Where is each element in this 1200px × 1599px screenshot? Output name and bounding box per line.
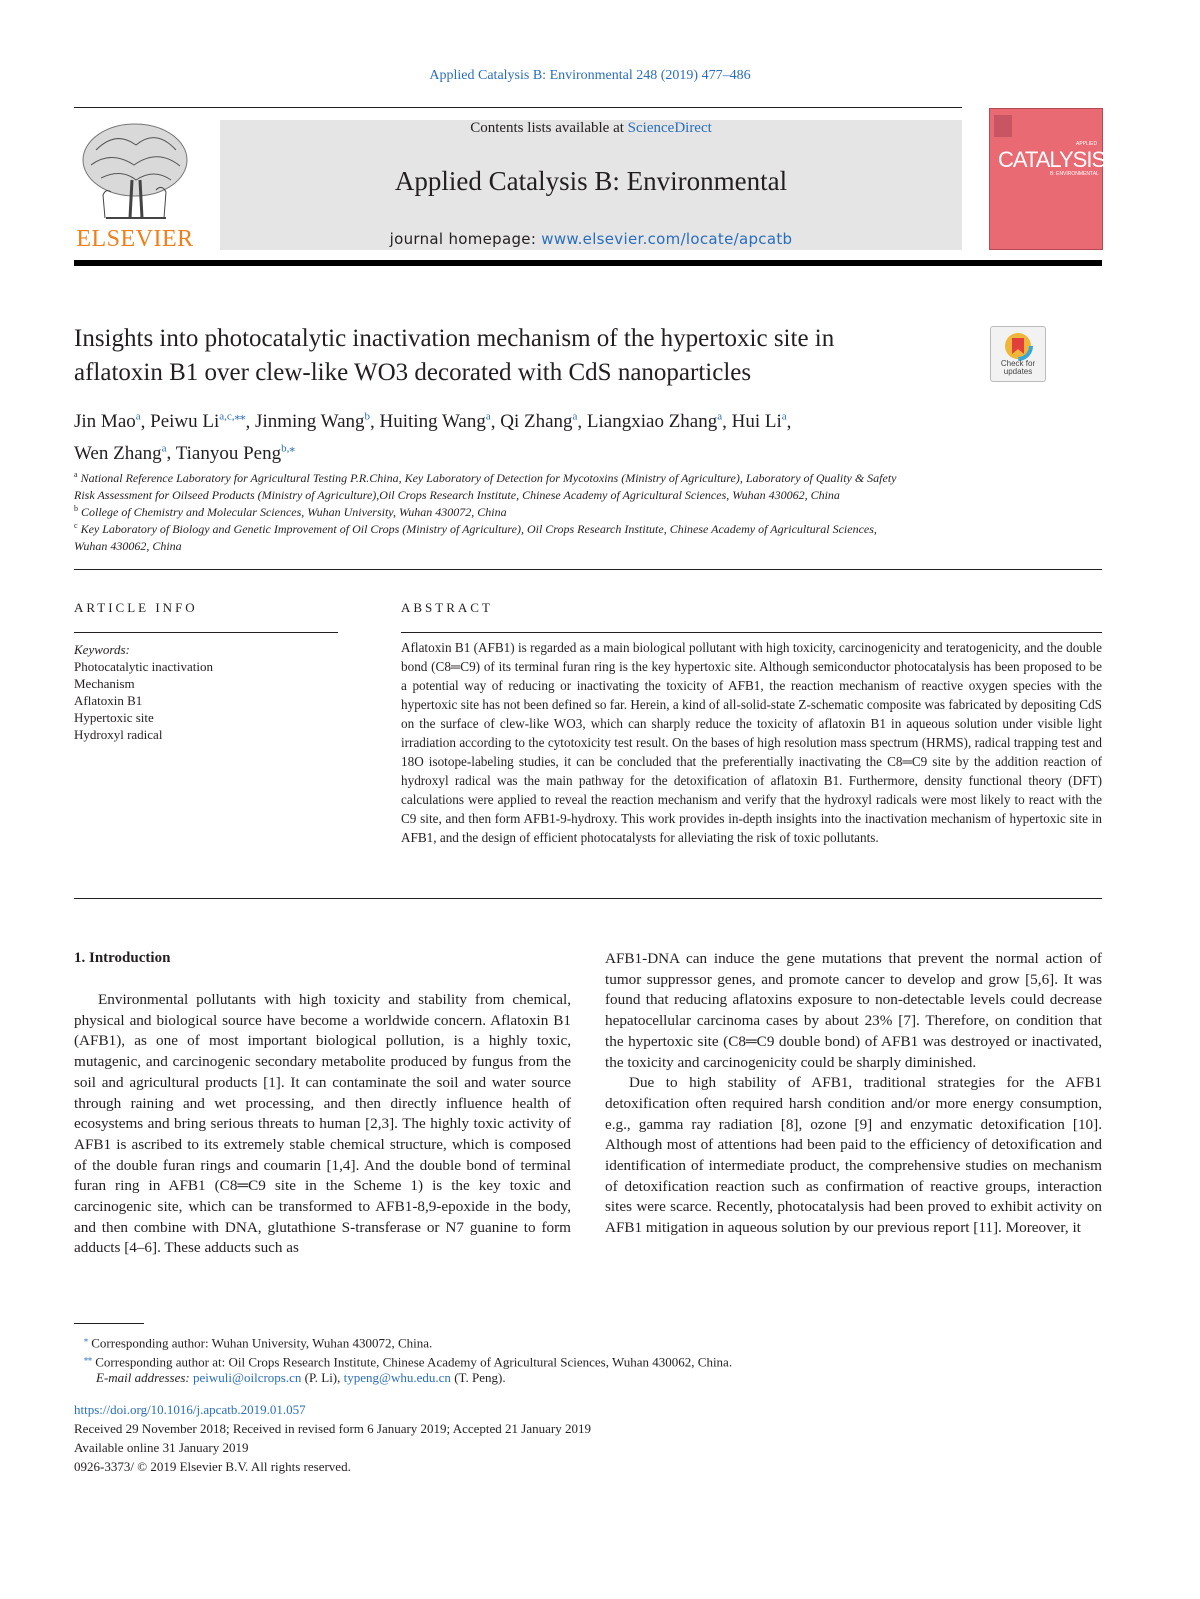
contents-prefix: Contents lists available at: [470, 120, 628, 136]
email-addresses: E-mail addresses: peiwuli@oilcrops.cn (P. Li), typeng@whu.edu.cn (T. Peng).: [96, 1370, 506, 1385]
author-list: Jin Mao$^a$, Peiwu $Li^{a,c,⁎⁎}$, Jinming Wang$^b$, Huiting Wang$^a$, Qi Zhang$^a$, Liangxiao Zhang$^a$, Hui Li$^a$, Wen Zhang$^a$, Tianyou Peng$^{b,⁎}$: [74, 411, 792, 464]
section-rule: [74, 569, 1102, 570]
abstract-rule: [401, 632, 1102, 633]
sciencedirect-link[interactable]: ScienceDirect: [627, 120, 712, 136]
intro-heading: 1. Introduction: [74, 950, 171, 966]
footnote-corr-2: ⁎⁎ Corresponding author at: Oil Crops Research Institute, Chinese Academy of Agricultural Sciences, Wuhan 430062, China.: [84, 1354, 733, 1370]
keyword: Photocatalytic inactivation: [74, 659, 213, 674]
journal-title: Applied Catalysis B: Environmental: [394, 166, 788, 196]
abstract-bottom-rule: [74, 898, 1102, 899]
intro-paragraph: Environmental pollutants with high toxicity and stability from chemical, physical and biological source have become a worldwide concern. Aflatoxin B1 (AFB1), as one of most important biological pollution, is a highly toxic, mutagenic, and carcinogenic secondary metabolite produced by fungus from the soil and agricultural products [1]. It can contaminate the soil and water source through raining and wet processing, and then directly influence health of ecosystems and bring serious threats to human [2,3]. The highly toxic activity of AFB1 is ascribed to its extremely stable chemical structure, which is composed of the double furan rings and coumarin [1,4]. And the double bond of terminal furan ring in AFB1 (C8═C9 site in the Scheme 1) is the key toxic and carcinogenic site, which can be transformed to AFB1-8,9-epoxide in the body, and then combine with DNA, glutathione S-transferase or N7 guanine to form adducts [4–6]. These adducts such as: [74, 991, 571, 1257]
received-dates: Received 29 November 2018; Received in revised form 6 January 2019; Accepted 21 January 2019: [74, 1421, 591, 1436]
keyword: Aflatoxin B1: [74, 693, 143, 708]
cover-top-label: APPLIED: [1076, 141, 1098, 147]
contents-line: [220, 120, 962, 137]
author[interactable]: Jin Mao$^a$: [74, 411, 141, 433]
title-line-1: Insights into photocatalytic inactivation mechanism of the hypertoxic site in: [74, 325, 835, 352]
article-info-heading: ARTICLE INFO: [74, 600, 198, 615]
check-for-updates-badge[interactable]: [990, 326, 1046, 382]
available-online: Available online 31 January 2019: [74, 1440, 249, 1455]
title-line-2: aflatoxin B1 over clew-like WO3 decorated with CdS nanoparticles: [74, 359, 752, 386]
copyright: 0926-3373/ © 2019 Elsevier B.V. All rights reserved.: [74, 1459, 351, 1474]
header-rule-top: [74, 107, 962, 108]
elsevier-tree-logo: [76, 120, 194, 226]
author[interactable]: Wen Zhang$^a$: [74, 442, 167, 464]
publisher-name: ELSEVIER: [76, 226, 194, 252]
badge-label: Check for updates: [1000, 359, 1036, 376]
abstract-heading: ABSTRACT: [401, 600, 493, 615]
author[interactable]: Qi Zhang$^a$: [500, 411, 578, 433]
keywords-label: Keywords:: [74, 642, 130, 657]
keyword: Hydroxyl radical: [74, 727, 163, 742]
intro-left-column: [74, 990, 571, 1259]
cover-subtitle: B: ENVIRONMENTAL: [1050, 171, 1099, 177]
article-title: [74, 322, 974, 390]
intro-right-column: [605, 949, 1102, 1239]
homepage-link[interactable]: www.elsevier.com/locate/apcatb: [541, 230, 793, 248]
author[interactable]: Hui Li$^a$: [731, 411, 787, 433]
author[interactable]: Jinming Wang$^b$: [255, 411, 371, 433]
journal-cover-thumbnail: [989, 108, 1106, 250]
author[interactable]: Liangxiao Zhang$^a$: [586, 411, 723, 433]
keyword: Hypertoxic site: [74, 710, 154, 725]
homepage-prefix: journal homepage:: [389, 230, 542, 248]
email-link[interactable]: typeng@whu.edu.cn: [343, 1370, 451, 1385]
doi-link[interactable]: https://doi.org/10.1016/j.apcatb.2019.01.057: [74, 1402, 306, 1417]
author[interactable]: Peiwu $Li^{a,c,⁎⁎}$: [150, 411, 246, 433]
intro-paragraph: AFB1-DNA can induce the gene mutations that prevent the normal action of tumor suppressor genes, and promote cancer to develop and grow [5,6]. It was found that reducing aflatoxins exposure to non-detectable levels could decrease hepatocellular carcinoma cases by about 23% [7]. Therefore, on condition that the hypertoxic site (C8═C9 double bond) of AFB1 was destroyed or inactivated, the toxicity and carcinogenicity could be sharply diminished.: [605, 950, 1102, 1071]
journal-citation[interactable]: Applied Catalysis B: Environmental 248 (2019) 477–486: [429, 68, 751, 83]
article-info-rule: [74, 632, 338, 633]
journal-homepage: [220, 230, 962, 248]
author[interactable]: Tianyou Peng$^{b,⁎}$: [175, 442, 295, 464]
footnote-rule: [74, 1323, 144, 1324]
affiliation-a: $^a$ National Reference Laboratory for Agricultural Testing P.R.China, Key Laboratory of Detection for Mycotoxins (Ministry of Agriculture), Laboratory of Quality & Safety Risk Assessment for Oilseed Products (Ministry of Agriculture),Oil Crops Research Institute, Chinese Academy of Agricultural Sciences, Wuhan 430062, China: [74, 470, 897, 502]
affiliation-c: $^c$ Key Laboratory of Biology and Genetic Improvement of Oil Crops (Ministry of Agriculture), Oil Crops Research Institute, Chinese Academy of Agricultural Sciences, Wuhan 430062, China: [74, 521, 877, 553]
bookmark-icon: [991, 329, 1045, 363]
cover-corner-logo: [994, 115, 1012, 137]
affiliation-b: $^b$ College of Chemistry and Molecular Sciences, Wuhan University, Wuhan 430072, China: [74, 504, 507, 519]
cover-title: CATALYSIS: [998, 147, 1106, 172]
author[interactable]: Huiting Wang$^a$: [379, 411, 491, 433]
email-link[interactable]: peiwuli@oilcrops.cn: [193, 1370, 302, 1385]
abstract-text: Aflatoxin B1 (AFB1) is regarded as a main biological pollutant with high toxicity, carcinogenicity and teratogenicity, and the double bond (C8═C9) of its terminal furan ring is the key hypertoxic site. Although semiconductor photocatalysis has been proposed to be a potential way of reducing or inactivating the toxicity of AFB1, the reaction mechanism of reactive oxygen species with the hypertoxic site has not been defined so far. Herein, a kind of all-solid-state Z-schematic composite was fabricated by depositing CdS on the surface of clew-like WO3, which can sharply reduce the toxicity of aflatoxin B1 in aqueous solution under visible light irradiation according to the cytotoxicity test result. On the bases of high resolution mass spectrum (HRMS), radical trapping test and 18O isotope-labeling studies, it can be concluded that the preferentially inactivating the C8═C9 site by the addition reaction of hydroxyl radical was the main pathway for the detoxification of aflatoxin B1. Furthermore, density functional theory (DFT) calculations were applied to reveal the reaction mechanism and verify that the hydroxyl radicals were most likely to react with the C9 site, and then form AFB1-9-hydroxy. This work provides in-depth insights into the inactivation mechanism of hypertoxic site in AFB1, and the design of efficient photocatalysts for alleviating the risk of toxic pollutants.: [401, 640, 1102, 845]
header-rule-thick: [74, 260, 1102, 266]
intro-paragraph: Due to high stability of AFB1, traditional strategies for the AFB1 detoxification often required harsh condition and/or more energy consumption, e.g., gamma ray radiation [8], ozone [9] and enzymatic detoxification [10]. Although most of attentions had been paid to the efficiency of detoxification and identification of intermediate product, the comprehensive studies on mechanism of detoxification reaction such as confirmation of reactive groups, interaction sites were scarce. Recently, photocatalysis had been proved to exhibit activity on AFB1 mitigation in aqueous solution by our previous report [11]. Moreover, it: [605, 1074, 1102, 1237]
keyword: Mechanism: [74, 676, 135, 691]
footnote-corr-1: ⁎ Corresponding author: Wuhan University, Wuhan 430072, China.: [84, 1335, 433, 1351]
